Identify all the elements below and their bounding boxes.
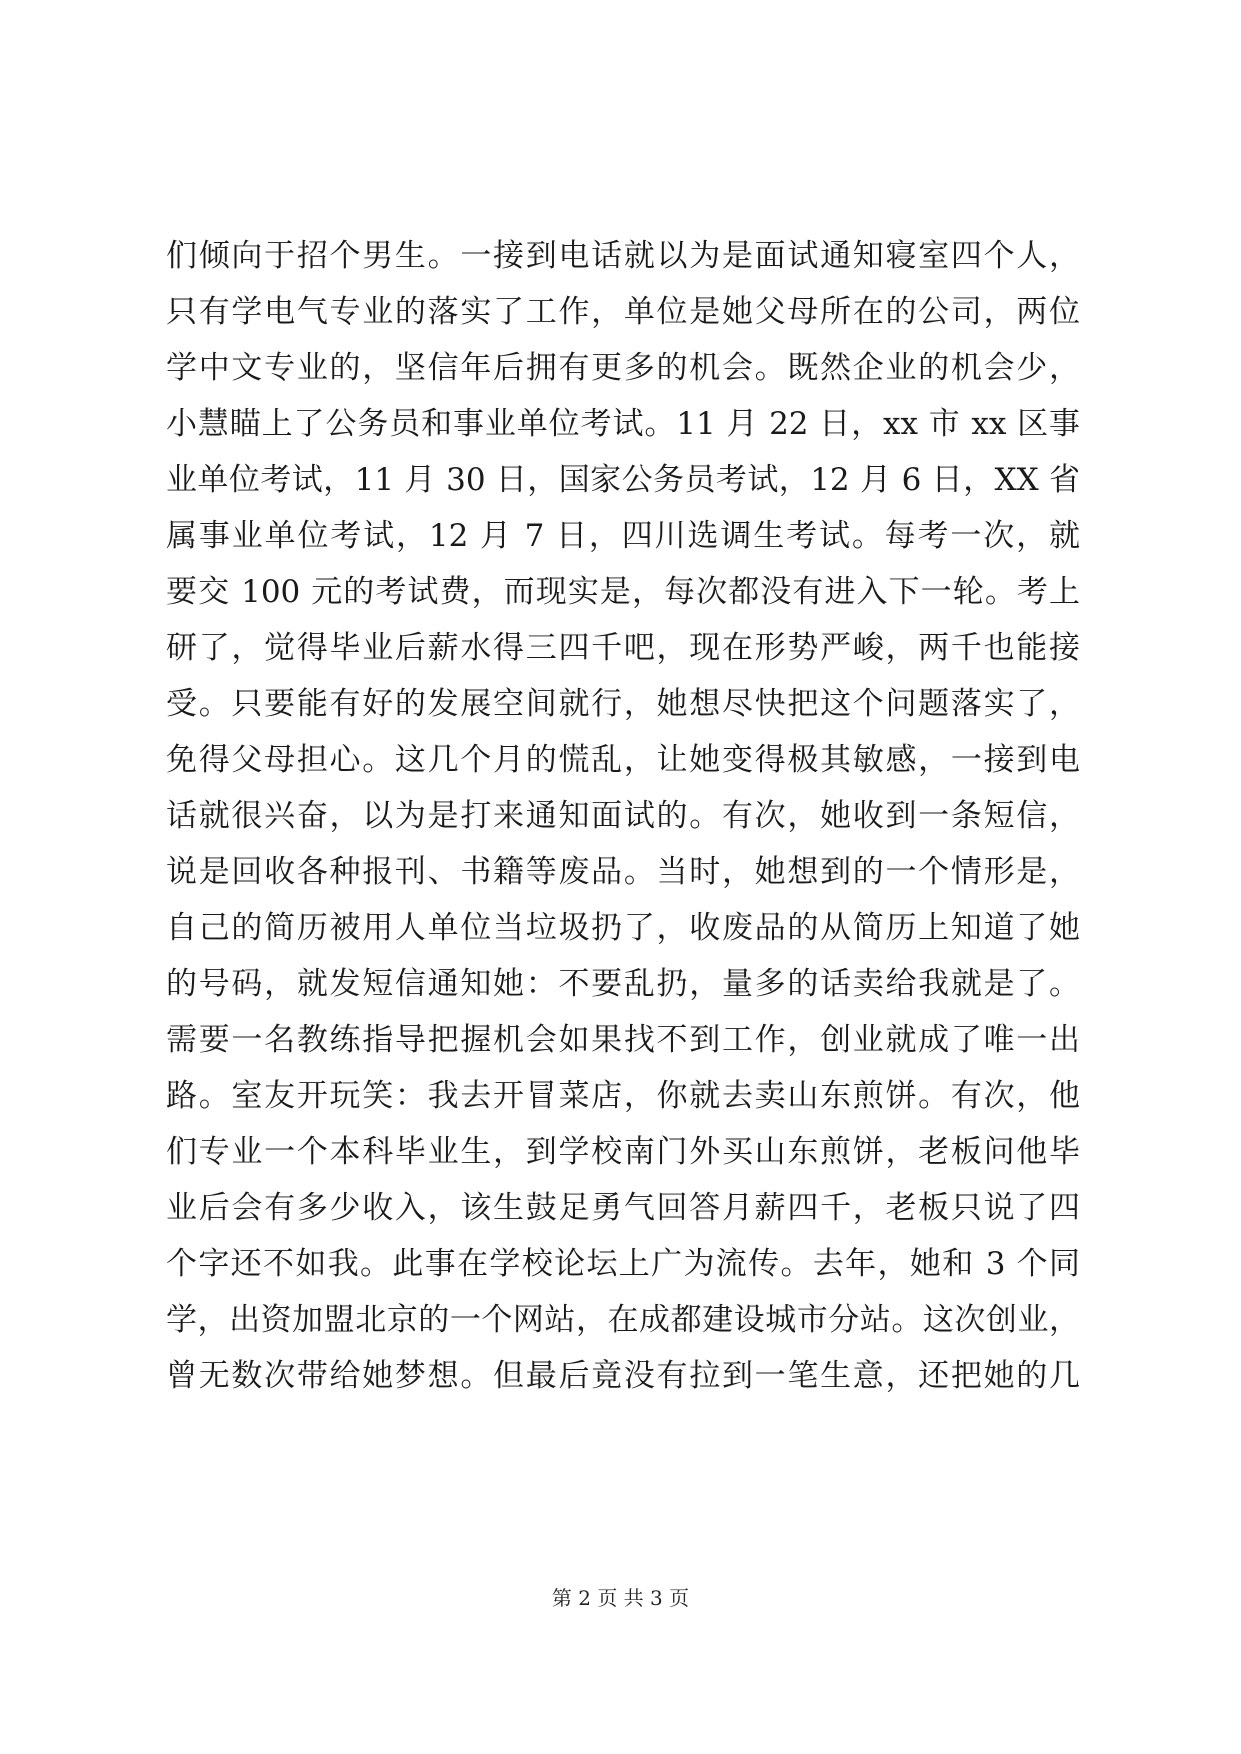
page-footer: 第 2 页 共 3 页 [551,1586,690,1610]
text-line: 只有学电气专业的落实了工作，单位是她父母所在的公司，两位 [166,294,1080,330]
text-line: 小慧瞄上了公务员和事业单位考试。11 月 22 日，xx 市 xx 区事 [166,406,1080,442]
text-line: 的号码，就发短信通知她：不要乱扔，量多的话卖给我就是了。 [166,966,1080,1002]
text-line: 说是回收各种报刊、书籍等废品。当时，她想到的一个情形是， [166,854,1080,890]
text-line: 学，出资加盟北京的一个网站，在成都建设城市分站。这次创业， [166,1302,1080,1338]
text-line: 需要一名教练指导把握机会如果找不到工作，创业就成了唯一出 [166,1022,1080,1058]
text-line: 自己的简历被用人单位当垃圾扔了，收废品的从简历上知道了她 [166,910,1080,946]
text-line: 属事业单位考试，12 月 7 日，四川选调生考试。每考一次，就 [166,518,1080,554]
text-line: 话就很兴奋，以为是打来通知面试的。有次，她收到一条短信， [166,798,1080,834]
text-line: 路。室友开玩笑：我去开冒菜店，你就去卖山东煎饼。有次，他 [166,1078,1080,1114]
body-paragraph [166,228,1080,1404]
text-line: 们专业一个本科毕业生，到学校南门外买山东煎饼，老板问他毕 [166,1134,1080,1170]
text-line: 研了，觉得毕业后薪水得三四千吧，现在形势严峻，两千也能接 [166,630,1080,666]
text-line: 要交 100 元的考试费，而现实是，每次都没有进入下一轮。考上 [166,574,1080,610]
text-line: 们倾向于招个男生。一接到电话就以为是面试通知寝室四个人， [166,238,1080,274]
text-line: 个字还不如我。此事在学校论坛上广为流传。去年，她和 3 个同 [166,1246,1080,1282]
text-line: 受。只要能有好的发展空间就行，她想尽快把这个问题落实了， [166,686,1080,722]
text-line: 业后会有多少收入，该生鼓足勇气回答月薪四千，老板只说了四 [166,1190,1080,1226]
text-line: 免得父母担心。这几个月的慌乱，让她变得极其敏感，一接到电 [166,742,1080,778]
text-line: 学中文专业的，坚信年后拥有更多的机会。既然企业的机会少， [166,350,1080,386]
text-line: 曾无数次带给她梦想。但最后竟没有拉到一笔生意，还把她的几 [166,1358,1080,1394]
text-line: 业单位考试，11 月 30 日，国家公务员考试，12 月 6 日，XX 省 [166,462,1080,498]
